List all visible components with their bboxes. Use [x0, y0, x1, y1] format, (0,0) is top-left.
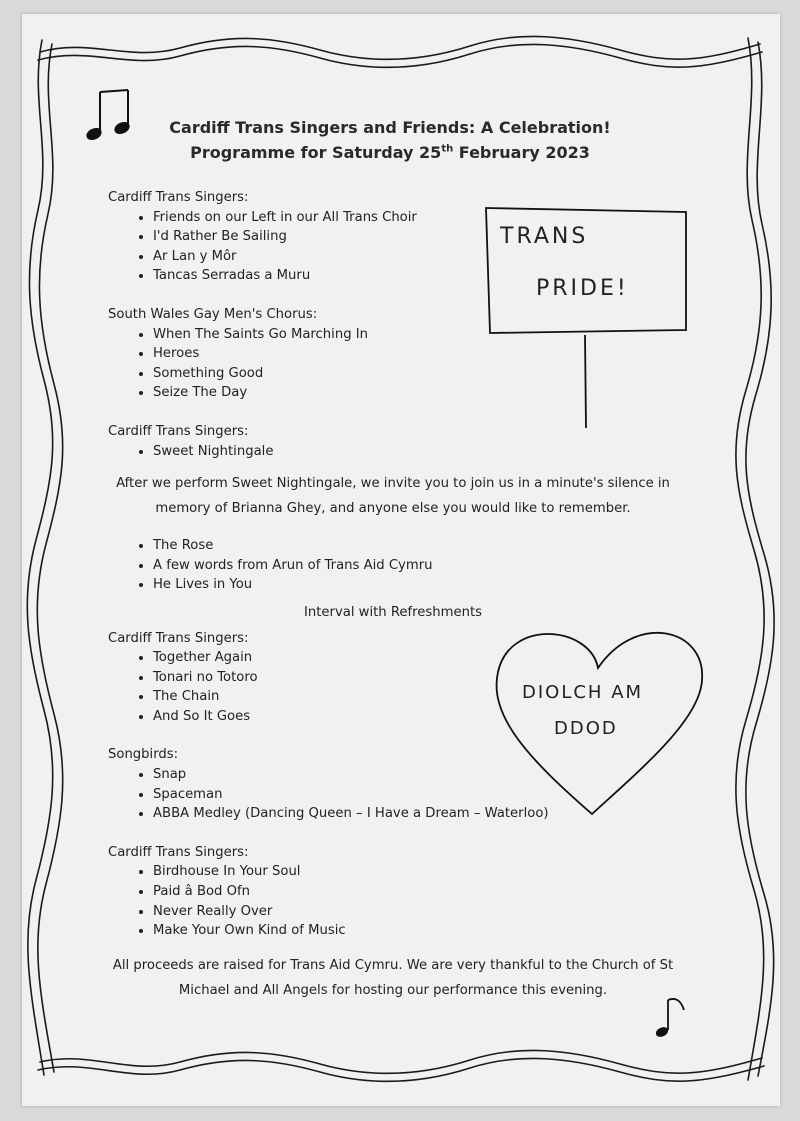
song-item: • Ar Lan y Môr [153, 247, 708, 267]
closing-note: All proceeds are raised for Trans Aid Cymru. We are very thankful to the Church of St Michael and All Angels for hosting our performance this evening. [112, 957, 674, 998]
section-heading: Songbirds: [108, 747, 179, 763]
sign-text-line-2: PRIDE! [536, 276, 629, 301]
song-item: • Together Again [153, 648, 708, 668]
title-date-suffix: th [441, 143, 454, 155]
song-list [108, 325, 708, 403]
programme-section [108, 629, 708, 727]
song-list [108, 208, 708, 286]
song-item: • Snap [153, 765, 708, 785]
song-item: • A few words from Arun of Trans Aid Cymru [153, 556, 708, 576]
sign-text-line-1: TRANS [500, 224, 589, 249]
song-item: • Seize The Day [153, 383, 708, 403]
programme-title [120, 118, 660, 162]
song-list [108, 536, 708, 595]
programme-section [108, 188, 708, 286]
song-item: • Make Your Own Kind of Music [153, 921, 708, 941]
song-item: • Spaceman [153, 785, 708, 805]
song-item: • Sweet Nightingale [153, 442, 708, 462]
heart-text-line-1: DIOLCH AM [522, 682, 644, 703]
song-item: • Never Really Over [153, 902, 708, 922]
section-heading: Cardiff Trans Singers: [108, 844, 249, 860]
song-item: • Paid â Bod Ofn [153, 882, 708, 902]
title-date-text: Programme for Saturday 25 [190, 143, 442, 162]
programme-content [108, 188, 708, 1018]
song-list [108, 648, 708, 726]
title-line-1: Cardiff Trans Singers and Friends: A Celebration! [169, 118, 611, 137]
song-item: • The Chain [153, 687, 708, 707]
song-item: • And So It Goes [153, 707, 708, 727]
song-item: • Friends on our Left in our All Trans Choir [153, 208, 708, 228]
song-item: • ABBA Medley (Dancing Queen – I Have a Dream – Waterloo) [153, 804, 708, 824]
section-heading: South Wales Gay Men's Chorus: [108, 306, 318, 322]
song-item: • Heroes [153, 344, 708, 364]
song-list [108, 765, 708, 824]
programme-section [108, 422, 708, 461]
programme-section [108, 305, 708, 403]
song-item: • Tonari no Totoro [153, 668, 708, 688]
programme-section [108, 745, 708, 823]
section-heading: Cardiff Trans Singers: [108, 423, 249, 439]
song-list [108, 862, 708, 940]
title-date-end: February 2023 [453, 143, 590, 162]
title-line-2 [120, 143, 660, 162]
song-list [108, 442, 708, 462]
silence-note: After we perform Sweet Nightingale, we invite you to join us in a minute's silence in memory of Brianna Ghey, and anyone else you would like to remember. [116, 476, 670, 517]
song-item: • When The Saints Go Marching In [153, 325, 708, 345]
programme-section [108, 843, 708, 941]
section-heading: Cardiff Trans Singers: [108, 630, 249, 646]
song-item: • Tancas Serradas a Muru [153, 266, 708, 286]
song-item: • Birdhouse In Your Soul [153, 862, 708, 882]
song-item: • He Lives in You [153, 575, 708, 595]
song-item: • The Rose [153, 536, 708, 556]
section-heading: Cardiff Trans Singers: [108, 190, 249, 205]
interval-note: Interval with Refreshments [303, 604, 483, 620]
song-item: • I'd Rather Be Sailing [153, 227, 708, 247]
song-item: • Something Good [153, 364, 708, 384]
heart-text-line-2: DDOD [554, 718, 618, 739]
